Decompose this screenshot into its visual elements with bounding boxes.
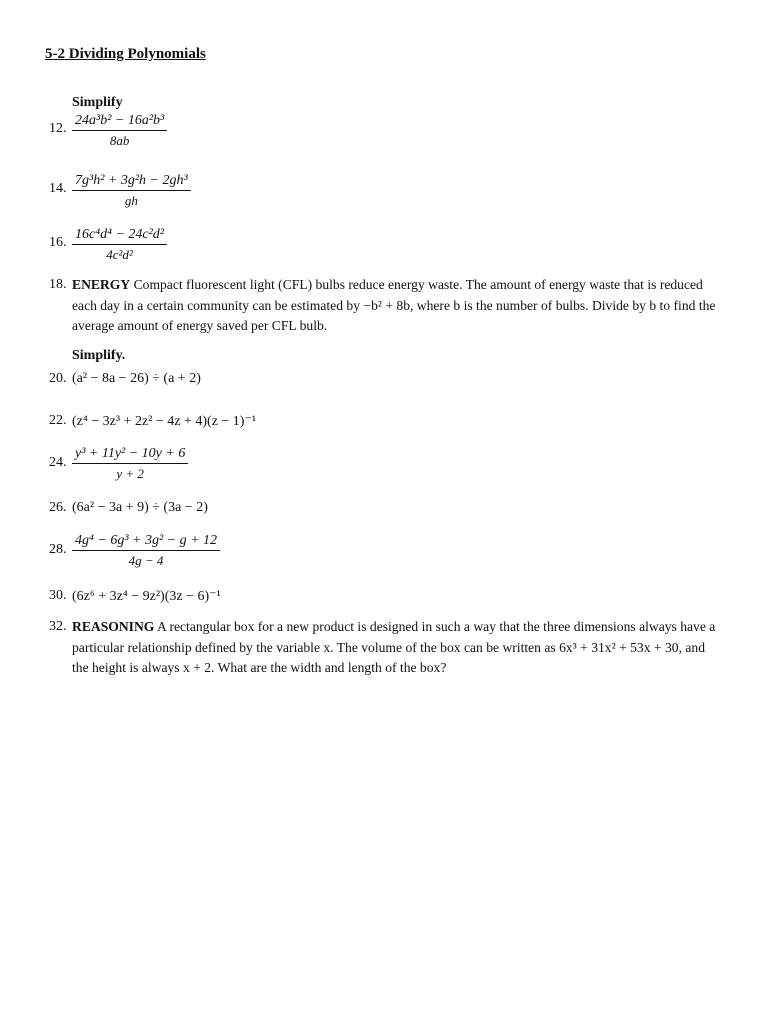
problem-26-number: 26.: [49, 500, 67, 515]
problem-18-label: ENERGY: [72, 277, 131, 292]
problem-24-denominator: y + 2: [116, 466, 144, 481]
problem-26-expression: (6a² − 3a + 9) ÷ (3a − 2): [72, 500, 208, 515]
problem-24-fraction: [72, 446, 188, 482]
problem-30-expression: (6z⁶ + 3z⁴ − 9z²)(3z − 6)⁻¹: [72, 589, 221, 604]
problem-32-text: A rectangular box for a new product is designed in such a way that the three dimensions always have a particular relationship defined by the variable x. The volume of the box can be written as 6x³ + 31x² + 53x + 30, and the height is always x + 2. What are the width and length of the box?: [72, 619, 716, 675]
problem-14-denominator: gh: [124, 193, 138, 208]
problem-18-number: 18.: [49, 277, 67, 292]
problem-28-fraction: [72, 533, 220, 569]
problem-20-number: 20.: [49, 371, 67, 386]
problem-28-numerator: 4g⁴ − 6g³ + 3g² − g + 12: [72, 533, 220, 551]
problem-14-numerator: 7g³h² + 3g²h − 2gh³: [72, 173, 191, 191]
problem-16-fraction: [72, 227, 167, 263]
problem-32-number: 32.: [49, 619, 67, 634]
problem-12-fraction: [72, 113, 167, 149]
problem-22-number: 22.: [49, 413, 67, 428]
problem-28-denominator: 4g − 4: [128, 553, 164, 568]
problem-16-numerator: 16c⁴d⁴ − 24c²d²: [72, 227, 167, 245]
problem-24-numerator: y³ + 11y² − 10y + 6: [72, 446, 188, 464]
problem-16-number: 16.: [49, 235, 67, 250]
section-heading-simplify-2: Simplify.: [72, 348, 126, 363]
problem-32-text-block: [72, 617, 724, 679]
page-title: 5-2 Dividing Polynomials: [45, 46, 206, 62]
problem-12-numerator: 24a³b² − 16a²b³: [72, 113, 167, 131]
problem-18-text: Compact fluorescent light (CFL) bulbs reduce energy waste. The amount of energy waste that is reduced each day in a certain community can be estimated by −b² + 8b, where b is the number of bulbs. Divide by b to find the average amount of energy saved per CFL bulb.: [72, 277, 716, 333]
problem-24-number: 24.: [49, 455, 67, 470]
problem-12-number: 12.: [49, 121, 67, 136]
problem-18-text-block: [72, 275, 724, 337]
problem-16-denominator: 4c²d²: [106, 247, 133, 262]
problem-28-number: 28.: [49, 542, 67, 557]
problem-20-expression: (a² − 8a − 26) ÷ (a + 2): [72, 371, 201, 386]
problem-30-number: 30.: [49, 588, 67, 603]
problem-14-fraction: [72, 173, 191, 209]
problem-22-expression: (z⁴ − 3z³ + 2z² − 4z + 4)(z − 1)⁻¹: [72, 414, 257, 429]
section-heading-simplify: Simplify: [72, 95, 123, 110]
problem-32-label: REASONING: [72, 619, 155, 634]
problem-14-number: 14.: [49, 181, 67, 196]
problem-12-denominator: 8ab: [109, 133, 130, 148]
